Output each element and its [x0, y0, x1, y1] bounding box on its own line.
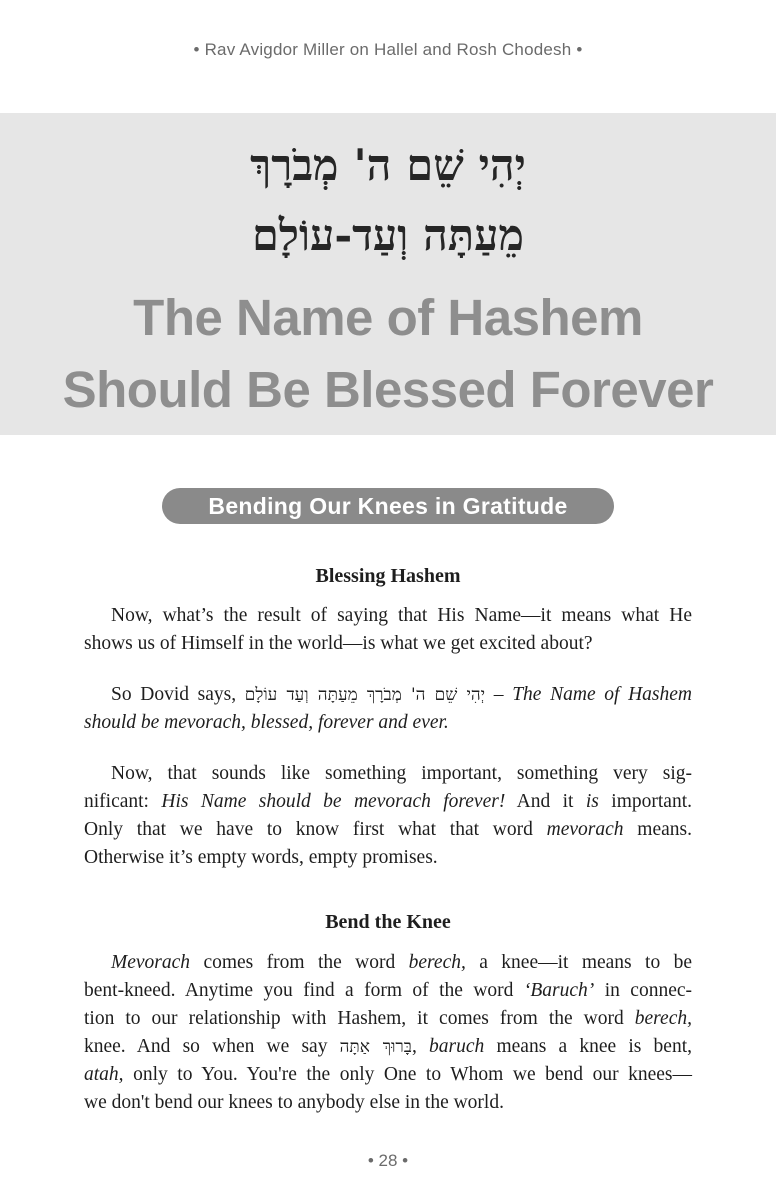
hebrew-title-line-2: מֵעַתָּה וְעַד-עוֹלָם [252, 211, 524, 261]
italic-run: Mevorach [111, 952, 191, 973]
text-run: , [411, 1036, 430, 1057]
italic-run: baruch [429, 1036, 485, 1057]
italic-run: berech, [634, 1008, 692, 1029]
subhead-blessing-hashem: Blessing Hashem [315, 565, 461, 587]
text-line: Now, that sounds like something important, something very sig- [111, 763, 692, 784]
text-line [84, 1033, 692, 1061]
subhead-bend-the-knee: Bend the Knee [325, 911, 451, 933]
text-line [84, 788, 692, 816]
text-line [84, 816, 692, 844]
text-line [84, 949, 692, 977]
italic-run: is [585, 791, 599, 812]
text-run: bent-kneed. Anytime you find a form of the word [84, 980, 524, 1001]
text-line [84, 709, 692, 737]
text-line [84, 681, 692, 709]
text-line: Otherwise it’s empty words, empty promises. [84, 847, 438, 868]
text-run: only to You. You're the only One to Whom we bend our knees— [123, 1064, 692, 1085]
text-run: And it [505, 791, 586, 812]
text-line: shows us of Himself in the world—is what we get excited about? [84, 633, 593, 654]
text-run: important. [598, 791, 692, 812]
text-run: in connec- [594, 980, 692, 1001]
text-run: So Dovid says, [111, 684, 237, 705]
text-run: – [485, 684, 513, 705]
english-title-line-1: The Name of Hashem [133, 289, 643, 346]
text-line: Now, what’s the result of saying that His Name—it means what He [111, 605, 692, 626]
italic-run: should be mevorach, blessed, forever and ever. [84, 712, 449, 733]
text-run: means. [623, 819, 692, 840]
text-run: means a knee is bent, [484, 1036, 692, 1057]
italic-run: berech, [408, 952, 466, 973]
text-line: we don't bend our knees to anybody else in the world. [84, 1092, 504, 1113]
section-title-pill: Bending Our Knees in Gratitude [162, 488, 614, 524]
hebrew-quote: יְהִי שֵׁם ה' מְבֹרָךְ מֵעַתָּה וְעַד עוֹלָם [244, 685, 486, 705]
text-run: tion to our relationship with Hashem, it comes from the word [84, 1008, 635, 1029]
italic-run: ‘Baruch’ [523, 980, 595, 1001]
text-line [84, 1061, 692, 1089]
page-number: • 28 • [367, 1151, 409, 1170]
italic-run: His Name should be mevorach forever! [161, 791, 506, 812]
text-run: a knee—it means to be [465, 952, 692, 973]
text-line [84, 977, 692, 1005]
hebrew-quote: בָּרוּךְ אַתָּה [339, 1037, 412, 1057]
paragraph-2 [84, 681, 692, 737]
text-run: Only that we have to know first what that word [84, 819, 547, 840]
text-line [84, 1005, 692, 1033]
italic-run: mevorach [546, 819, 624, 840]
running-head: • Rav Avigdor Miller on Hallel and Rosh Chodesh • [193, 40, 583, 59]
italic-run: The Name of Hashem [512, 684, 692, 705]
english-title-line-2: Should Be Blessed Forever [62, 361, 714, 418]
paragraph-3 [84, 760, 692, 872]
italic-run: atah, [84, 1064, 124, 1085]
text-run: comes from the word [190, 952, 409, 973]
text-run: knee. And so when we say [84, 1036, 340, 1057]
paragraph-4 [84, 949, 692, 1117]
paragraph-1 [84, 602, 692, 658]
text-run: nificant: [84, 791, 162, 812]
hebrew-title-line-1: יְהִי שֵׁם ה' מְבֹרָךְ [250, 141, 526, 191]
